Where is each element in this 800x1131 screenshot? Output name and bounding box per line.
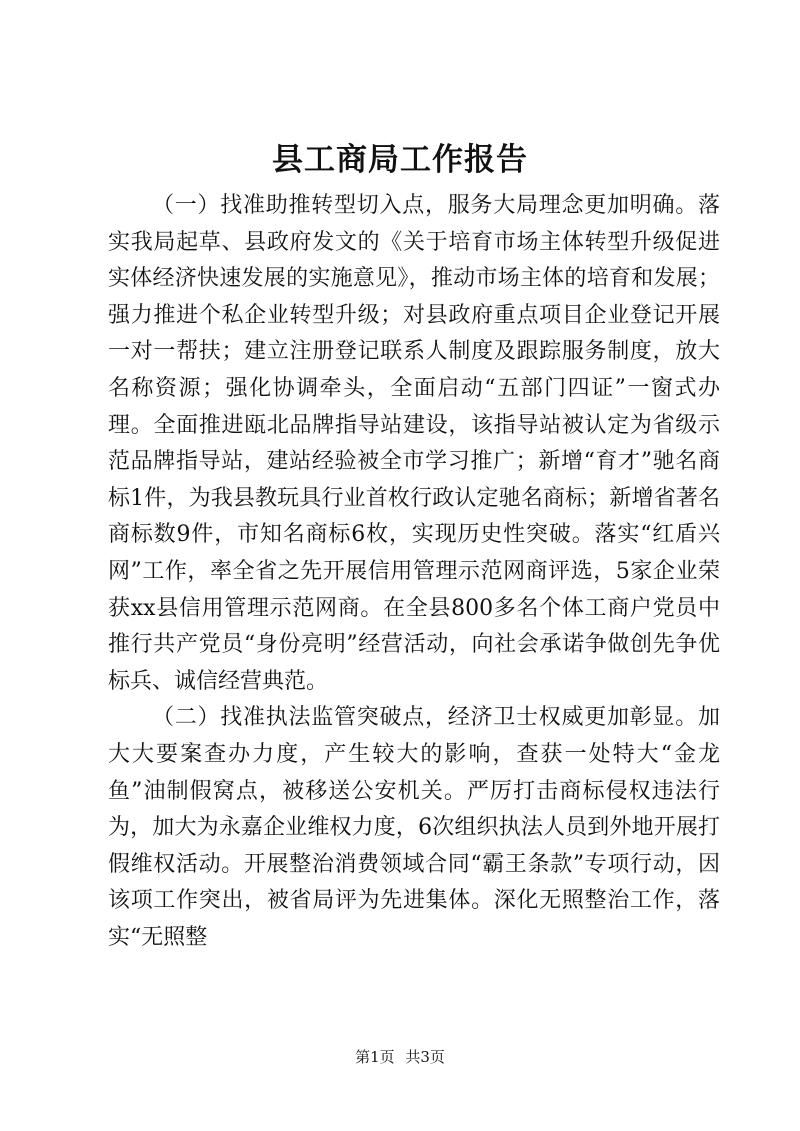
document-body <box>108 188 720 956</box>
paragraph-2: （二）找准执法监管突破点，经济卫士权威更加彰显。加大大要案查办力度，产生较大的影响，查获一处特大“金龙鱼”油制假窝点，被移送公安机关。严厉打击商标侵权违法行为，加大为永嘉企业维权力度，6次组织执法人员到外地开展打假维权活动。开展整治消费领域合同“霸王条款”专项行动，因该项工作突出，被省局评为先进集体。深化无照整治工作，落实“无照整 <box>108 705 720 950</box>
document-title: 县工商局工作报告 <box>272 142 528 178</box>
page-number: 第1页 <box>355 1048 395 1066</box>
page-total: 共3页 <box>405 1048 445 1066</box>
page-footer <box>0 1046 800 1068</box>
paragraph-1: （一）找准助推转型切入点，服务大局理念更加明确。落实我局起草、县政府发文的《关于培育市场主体转型升级促进实体经济快速发展的实施意见》，推动市场主体的培育和发展；强力推进个私企业转型升级；对县政府重点项目企业登记开展一对一帮扶；建立注册登记联系人制度及跟踪服务制度，放大名称资源；强化协调牵头，全面启动“五部门四证”一窗式办理。全面推进瓯北品牌指导站建设，该指导站被认定为省级示范品牌指导站，建站经验被全市学习推广；新增“育才”驰名商标1件，为我县教玩具行业首枚行政认定驰名商标；新增省著名商标数9件，市知名商标6枚，实现历史性突破。落实“红盾兴网”工作，率全省之先开展信用管理示范网商评选，5家企业荣获xx县信用管理示范网商。在全县800多名个体工商户党员中推行共产党员“身份亮明”经营活动，向社会承诺争做创先争优标兵、诚信经营典范。 <box>108 193 720 694</box>
